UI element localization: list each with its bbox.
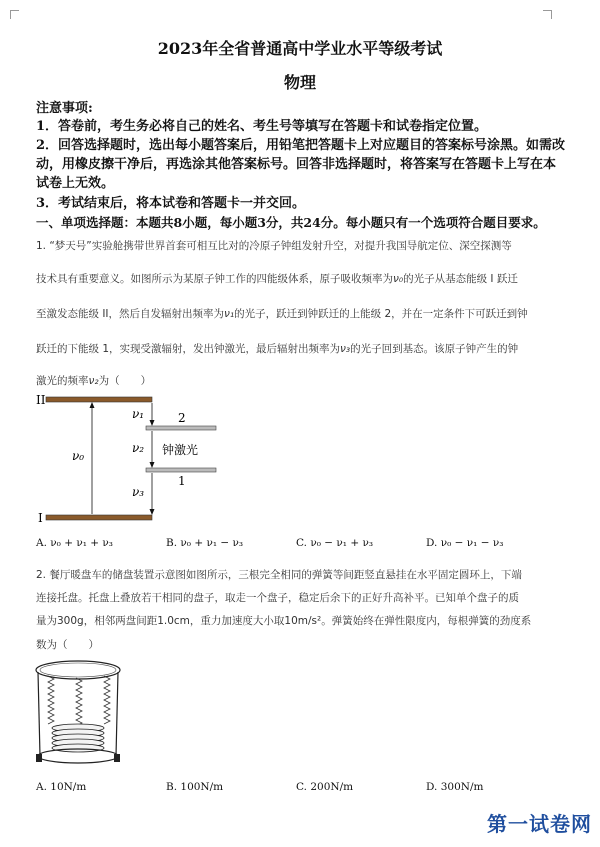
q1-line-2 xyxy=(36,271,518,287)
notice-item-2-line-3: 试卷上无效。 xyxy=(36,176,115,191)
notice-item-2-line-2: 动，用橡皮擦干净后，再选涂其他答案标号。回答非选择题时，将答案写在答题卡上写在本 xyxy=(36,157,557,172)
label-v1: ν₁ xyxy=(132,407,145,421)
q1-line-1: 1. “梦天号”实验舱携带世界首套可相互比对的冷原子钟组发射升空，对提升我国导航定位、深空探测等 xyxy=(36,240,512,252)
notice-item-2-line-1: 2．回答选择题时，选出每小题答案后，用铅笔把答题卡上对应题目的答案标号涂黑。如需改 xyxy=(36,138,566,153)
notice-item-3: 3．考试结束后，将本试卷和答题卡一并交回。 xyxy=(36,196,306,211)
label-level-I: I xyxy=(38,511,43,525)
q2-line-2: 连接托盘。托盘上叠放若干相同的盘子，取走一个盘子，稳定后余下的正好升高补平。已知单个盘子的质 xyxy=(36,592,519,604)
energy-level-I-bar xyxy=(46,515,152,520)
v3-arrowhead xyxy=(150,509,155,515)
top-ring-inner xyxy=(40,663,116,677)
q2-option-d: D. 300N/m xyxy=(426,781,484,793)
q1-line-4a: 跃迁的下能级 1，实现受激辐射，发出钟激光，最后辐射出频率为 xyxy=(36,343,341,355)
symbol-v2: ν₂ xyxy=(88,375,99,387)
q1-option-b: B. ν₀ + ν₁ − ν₃ xyxy=(166,537,244,549)
crop-mark-top-right xyxy=(543,10,552,19)
energy-level-2-bar xyxy=(146,426,216,430)
v0-arrowhead xyxy=(90,402,95,408)
exam-title: 2023年全省普通高中学业水平等级考试 xyxy=(157,39,443,58)
q2-option-c: C. 200N/m xyxy=(296,781,354,793)
left-post xyxy=(38,672,40,756)
notice-item-1: 1．答卷前，考生务必将自己的姓名、考生号等填写在答题卡和试卷指定位置。 xyxy=(36,119,488,134)
exam-subject: 物理 xyxy=(283,73,316,92)
q1-option-a: A. ν₀ + ν₁ + ν₃ xyxy=(36,537,113,549)
v2-arrowhead xyxy=(150,462,155,468)
left-foot xyxy=(36,754,42,762)
label-laser: 钟激光 xyxy=(162,443,199,457)
springs xyxy=(48,676,110,726)
label-level-2: 2 xyxy=(178,411,186,425)
v1-arrowhead xyxy=(150,420,155,426)
section-heading: 一、单项选择题：本题共8小题，每小题3分，共24分。每小题只有一个选项符合题目要求。 xyxy=(36,215,546,230)
q1-line-3a: 至激发态能级 II，然后自发辐射出频率为 xyxy=(36,308,225,320)
label-level-1: 1 xyxy=(178,474,186,488)
notice-heading: 注意事项: xyxy=(36,101,93,116)
label-level-II: II xyxy=(36,393,46,407)
right-foot xyxy=(114,754,120,762)
label-v3: ν₃ xyxy=(132,485,145,499)
q1-line-4 xyxy=(36,341,518,357)
q1-line-5a: 激光的频率 xyxy=(36,375,89,387)
symbol-v3: ν₃ xyxy=(340,343,351,355)
q2-option-a: A. 10N/m xyxy=(36,781,87,793)
q2-line-4: 数为（ ） xyxy=(36,639,99,651)
q1-line-3 xyxy=(36,306,528,322)
q1-option-d: D. ν₀ − ν₁ − ν₃ xyxy=(426,537,504,549)
crop-mark-top-left xyxy=(10,10,19,19)
label-v0: ν₀ xyxy=(72,449,85,463)
site-logo: 第一试卷网 xyxy=(487,812,592,836)
energy-level-II-bar xyxy=(46,397,152,402)
plate-stack xyxy=(52,724,104,752)
q2-line-3: 量为300g，相邻两盘间距1.0cm，重力加速度大小取10m/s²。弹簧始终在弹性限度内，每根弹簧的劲度系 xyxy=(36,615,532,627)
symbol-v0: ν₀ xyxy=(393,273,404,285)
label-v2: ν₂ xyxy=(132,441,145,455)
plate-warmer-figure xyxy=(30,656,130,766)
right-post xyxy=(116,672,118,756)
q2-option-b: B. 100N/m xyxy=(166,781,224,793)
q1-line-4b: 的光子回到基态。该原子钟产生的钟 xyxy=(350,343,519,355)
q1-line-3b: 的光子，跃迁到钟跃迁的上能级 2，并在一定条件下可跃迁到钟 xyxy=(234,308,528,320)
q1-line-2b: 的光子从基态能级 I 跃迁 xyxy=(403,273,518,285)
symbol-v1: ν₁ xyxy=(224,308,235,320)
q1-option-c: C. ν₀ − ν₁ + ν₃ xyxy=(296,537,374,549)
q1-line-5b: 为（ ） xyxy=(98,375,152,387)
energy-level-1-bar xyxy=(146,468,216,472)
q1-line-5 xyxy=(36,373,151,389)
energy-level-diagram xyxy=(34,390,224,530)
q2-line-1: 2. 餐厅暖盘车的储盘装置示意图如图所示，三根完全相同的弹簧等间距竖直悬挂在水平固定圆环上，下端 xyxy=(36,569,522,581)
q1-line-2a: 技术具有重要意义。如图所示为某原子钟工作的四能级体系，原子吸收频率为 xyxy=(36,273,393,285)
